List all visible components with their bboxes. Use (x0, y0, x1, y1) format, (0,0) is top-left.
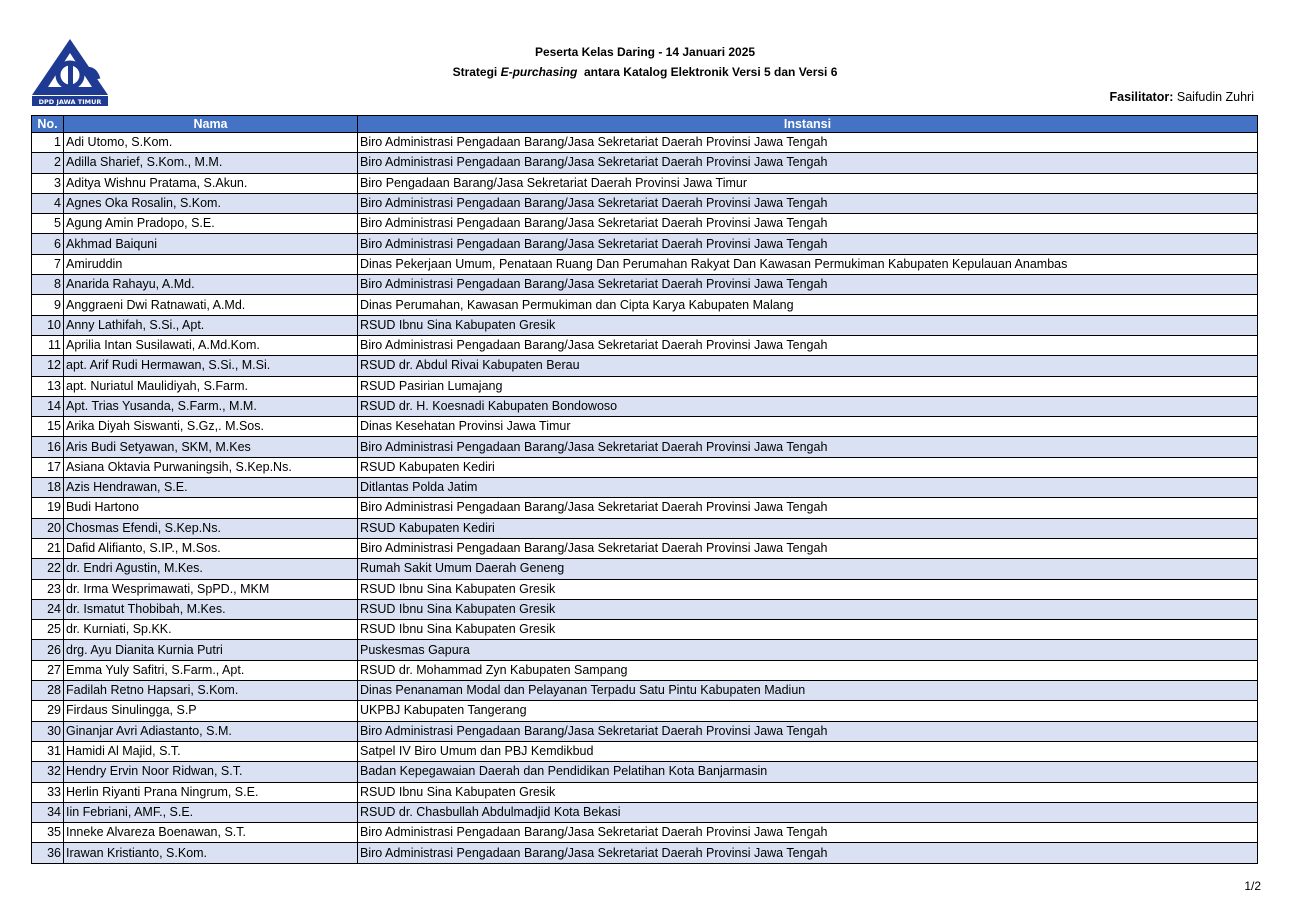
document-title (0, 42, 1290, 82)
cell-nama: Adi Utomo, S.Kom. (64, 133, 358, 153)
cell-instansi: Biro Administrasi Pengadaan Barang/Jasa Sekretariat Daerah Provinsi Jawa Tengah (358, 133, 1258, 153)
table-row (32, 437, 1258, 457)
cell-instansi: Rumah Sakit Umum Daerah Geneng (358, 559, 1258, 579)
logo-text: DPD JAWA TIMUR (38, 98, 102, 106)
cell-instansi: Biro Administrasi Pengadaan Barang/Jasa Sekretariat Daerah Provinsi Jawa Tengah (358, 153, 1258, 173)
cell-no: 11 (32, 335, 64, 355)
cell-nama: Agung Amin Pradopo, S.E. (64, 214, 358, 234)
cell-nama: Budi Hartono (64, 498, 358, 518)
cell-no: 31 (32, 741, 64, 761)
cell-instansi: RSUD Kabupaten Kediri (358, 518, 1258, 538)
cell-instansi: Biro Administrasi Pengadaan Barang/Jasa Sekretariat Daerah Provinsi Jawa Tengah (358, 335, 1258, 355)
cell-instansi: RSUD Kabupaten Kediri (358, 457, 1258, 477)
table-row (32, 579, 1258, 599)
cell-no: 32 (32, 762, 64, 782)
cell-no: 27 (32, 660, 64, 680)
cell-no: 10 (32, 315, 64, 335)
table-row (32, 133, 1258, 153)
cell-nama: Adilla Sharief, S.Kom., M.M. (64, 153, 358, 173)
table-row (32, 681, 1258, 701)
title-line-1: Peserta Kelas Daring - 14 Januari 2025 (534, 45, 756, 59)
table-row (32, 295, 1258, 315)
cell-instansi: Puskesmas Gapura (358, 640, 1258, 660)
cell-instansi: Biro Administrasi Pengadaan Barang/Jasa Sekretariat Daerah Provinsi Jawa Tengah (358, 437, 1258, 457)
table-row (32, 538, 1258, 558)
cell-nama: Ginanjar Avri Adiastanto, S.M. (64, 721, 358, 741)
cell-no: 30 (32, 721, 64, 741)
table-row (32, 396, 1258, 416)
table-row (32, 275, 1258, 295)
col-header-nama: Nama (64, 116, 358, 133)
cell-nama: Inneke Alvareza Boenawan, S.T. (64, 823, 358, 843)
cell-instansi: RSUD Ibnu Sina Kabupaten Gresik (358, 599, 1258, 619)
table-row (32, 701, 1258, 721)
cell-instansi: Dinas Kesehatan Provinsi Jawa Timur (358, 417, 1258, 437)
table-row (32, 498, 1258, 518)
col-header-no: No. (32, 116, 64, 133)
table-row (32, 660, 1258, 680)
cell-instansi: RSUD Pasirian Lumajang (358, 376, 1258, 396)
cell-no: 6 (32, 234, 64, 254)
cell-instansi: Biro Administrasi Pengadaan Barang/Jasa Sekretariat Daerah Provinsi Jawa Tengah (358, 234, 1258, 254)
cell-nama: Arika Diyah Siswanti, S.Gz,. M.Sos. (64, 417, 358, 437)
table-body (32, 133, 1258, 864)
cell-no: 35 (32, 823, 64, 843)
cell-instansi: Biro Pengadaan Barang/Jasa Sekretariat Daerah Provinsi Jawa Timur (358, 173, 1258, 193)
cell-no: 22 (32, 559, 64, 579)
table-row (32, 417, 1258, 437)
cell-no: 25 (32, 620, 64, 640)
cell-no: 8 (32, 275, 64, 295)
table-row (32, 559, 1258, 579)
cell-no: 21 (32, 538, 64, 558)
title-line-2-suffix: antara Katalog Elektronik Versi 5 dan Versi 6 (577, 65, 838, 79)
cell-nama: dr. Kurniati, Sp.KK. (64, 620, 358, 640)
page-number: 1/2 (1244, 879, 1261, 893)
cell-instansi: Satpel IV Biro Umum dan PBJ Kemdikbud (358, 741, 1258, 761)
title-line-2 (0, 62, 1290, 82)
cell-nama: dr. Ismatut Thobibah, M.Kes. (64, 599, 358, 619)
cell-instansi: RSUD Ibnu Sina Kabupaten Gresik (358, 579, 1258, 599)
cell-no: 19 (32, 498, 64, 518)
cell-instansi: Biro Administrasi Pengadaan Barang/Jasa Sekretariat Daerah Provinsi Jawa Tengah (358, 721, 1258, 741)
cell-nama: Fadilah Retno Hapsari, S.Kom. (64, 681, 358, 701)
cell-instansi: Ditlantas Polda Jatim (358, 478, 1258, 498)
table-row (32, 782, 1258, 802)
cell-no: 23 (32, 579, 64, 599)
cell-no: 13 (32, 376, 64, 396)
cell-instansi: Badan Kepegawaian Daerah dan Pendidikan Pelatihan Kota Banjarmasin (358, 762, 1258, 782)
table-row (32, 356, 1258, 376)
cell-nama: Hamidi Al Majid, S.T. (64, 741, 358, 761)
cell-no: 28 (32, 681, 64, 701)
cell-nama: apt. Nuriatul Maulidiyah, S.Farm. (64, 376, 358, 396)
facilitator-name: Saifudin Zuhri (1176, 90, 1254, 104)
cell-instansi: Biro Administrasi Pengadaan Barang/Jasa Sekretariat Daerah Provinsi Jawa Tengah (358, 538, 1258, 558)
cell-no: 14 (32, 396, 64, 416)
cell-instansi: RSUD Ibnu Sina Kabupaten Gresik (358, 315, 1258, 335)
table-row (32, 599, 1258, 619)
cell-instansi: Biro Administrasi Pengadaan Barang/Jasa Sekretariat Daerah Provinsi Jawa Tengah (358, 193, 1258, 213)
cell-instansi: Biro Administrasi Pengadaan Barang/Jasa Sekretariat Daerah Provinsi Jawa Tengah (358, 214, 1258, 234)
cell-no: 24 (32, 599, 64, 619)
table-row (32, 214, 1258, 234)
cell-nama: Asiana Oktavia Purwaningsih, S.Kep.Ns. (64, 457, 358, 477)
cell-no: 18 (32, 478, 64, 498)
facilitator (1109, 90, 1254, 104)
cell-instansi: Dinas Pekerjaan Umum, Penataan Ruang Dan Perumahan Rakyat Dan Kawasan Permukiman Kabupaten Kepulauan Anambas (358, 254, 1258, 274)
cell-no: 20 (32, 518, 64, 538)
table-row (32, 823, 1258, 843)
cell-no: 4 (32, 193, 64, 213)
cell-nama: Irawan Kristianto, S.Kom. (64, 843, 358, 863)
cell-nama: Aprilia Intan Susilawati, A.Md.Kom. (64, 335, 358, 355)
cell-instansi: Biro Administrasi Pengadaan Barang/Jasa Sekretariat Daerah Provinsi Jawa Tengah (358, 823, 1258, 843)
cell-nama: dr. Endri Agustin, M.Kes. (64, 559, 358, 579)
table-row (32, 843, 1258, 863)
cell-nama: Herlin Riyanti Prana Ningrum, S.E. (64, 782, 358, 802)
table-row (32, 762, 1258, 782)
cell-nama: Chosmas Efendi, S.Kep.Ns. (64, 518, 358, 538)
cell-no: 26 (32, 640, 64, 660)
cell-instansi: RSUD dr. Mohammad Zyn Kabupaten Sampang (358, 660, 1258, 680)
cell-nama: Amiruddin (64, 254, 358, 274)
table-row (32, 457, 1258, 477)
cell-instansi: RSUD dr. H. Koesnadi Kabupaten Bondowoso (358, 396, 1258, 416)
cell-instansi: Biro Administrasi Pengadaan Barang/Jasa Sekretariat Daerah Provinsi Jawa Tengah (358, 498, 1258, 518)
cell-instansi: RSUD dr. Abdul Rivai Kabupaten Berau (358, 356, 1258, 376)
cell-nama: Azis Hendrawan, S.E. (64, 478, 358, 498)
title-line-2-prefix: Strategi (452, 65, 501, 79)
table-row (32, 193, 1258, 213)
cell-no: 34 (32, 802, 64, 822)
cell-instansi: RSUD Ibnu Sina Kabupaten Gresik (358, 620, 1258, 640)
table-row (32, 741, 1258, 761)
cell-no: 15 (32, 417, 64, 437)
table-row (32, 335, 1258, 355)
cell-nama: dr. Irma Wesprimawati, SpPD., MKM (64, 579, 358, 599)
cell-instansi: RSUD dr. Chasbullah Abdulmadjid Kota Bekasi (358, 802, 1258, 822)
cell-no: 33 (32, 782, 64, 802)
table-row (32, 173, 1258, 193)
cell-nama: Firdaus Sinulingga, S.P (64, 701, 358, 721)
table-row (32, 478, 1258, 498)
cell-instansi: Biro Administrasi Pengadaan Barang/Jasa Sekretariat Daerah Provinsi Jawa Tengah (358, 275, 1258, 295)
table-row (32, 153, 1258, 173)
cell-no: 1 (32, 133, 64, 153)
cell-no: 3 (32, 173, 64, 193)
title-line-2-italic: E-purchasing (500, 65, 578, 79)
cell-no: 5 (32, 214, 64, 234)
table-row (32, 620, 1258, 640)
cell-instansi: Dinas Penanaman Modal dan Pelayanan Terpadu Satu Pintu Kabupaten Madiun (358, 681, 1258, 701)
cell-nama: Emma Yuly Safitri, S.Farm., Apt. (64, 660, 358, 680)
cell-no: 36 (32, 843, 64, 863)
participant-table (31, 115, 1258, 864)
cell-nama: Anny Lathifah, S.Si., Apt. (64, 315, 358, 335)
table-row (32, 802, 1258, 822)
facilitator-label: Fasilitator: (1109, 90, 1174, 104)
cell-instansi: Dinas Perumahan, Kawasan Permukiman dan Cipta Karya Kabupaten Malang (358, 295, 1258, 315)
cell-nama: Anggraeni Dwi Ratnawati, A.Md. (64, 295, 358, 315)
table-header-row (32, 116, 1258, 133)
cell-nama: Akhmad Baiquni (64, 234, 358, 254)
cell-nama: Aditya Wishnu Pratama, S.Akun. (64, 173, 358, 193)
cell-no: 7 (32, 254, 64, 274)
cell-instansi: Biro Administrasi Pengadaan Barang/Jasa Sekretariat Daerah Provinsi Jawa Tengah (358, 843, 1258, 863)
cell-nama: Apt. Trias Yusanda, S.Farm., M.M. (64, 396, 358, 416)
cell-nama: Anarida Rahayu, A.Md. (64, 275, 358, 295)
cell-nama: Dafid Alifianto, S.IP., M.Sos. (64, 538, 358, 558)
cell-no: 17 (32, 457, 64, 477)
cell-nama: Aris Budi Setyawan, SKM, M.Kes (64, 437, 358, 457)
cell-nama: Hendry Ervin Noor Ridwan, S.T. (64, 762, 358, 782)
table-row (32, 376, 1258, 396)
cell-nama: Iin Febriani, AMF., S.E. (64, 802, 358, 822)
cell-no: 16 (32, 437, 64, 457)
cell-no: 29 (32, 701, 64, 721)
table-row (32, 721, 1258, 741)
cell-nama: Agnes Oka Rosalin, S.Kom. (64, 193, 358, 213)
cell-nama: apt. Arif Rudi Hermawan, S.Si., M.Si. (64, 356, 358, 376)
cell-no: 9 (32, 295, 64, 315)
cell-instansi: UKPBJ Kabupaten Tangerang (358, 701, 1258, 721)
cell-no: 2 (32, 153, 64, 173)
cell-no: 12 (32, 356, 64, 376)
table-row (32, 254, 1258, 274)
table-row (32, 518, 1258, 538)
cell-instansi: RSUD Ibnu Sina Kabupaten Gresik (358, 782, 1258, 802)
table-row (32, 315, 1258, 335)
cell-nama: drg. Ayu Dianita Kurnia Putri (64, 640, 358, 660)
col-header-instansi: Instansi (358, 116, 1258, 133)
table-row (32, 234, 1258, 254)
table-row (32, 640, 1258, 660)
